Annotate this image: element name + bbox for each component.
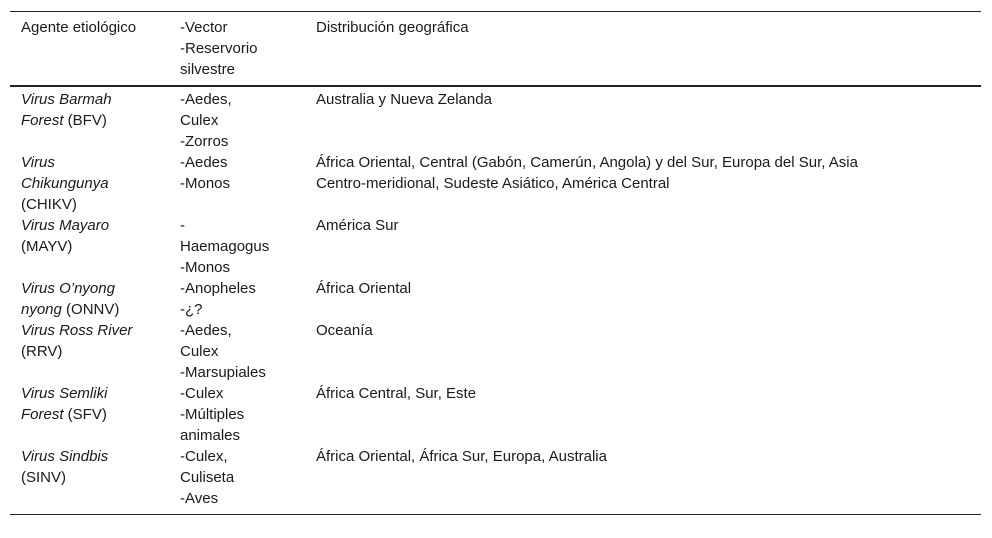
- cell-distribution: [316, 215, 981, 278]
- agent-line: [21, 194, 180, 215]
- table-row: [10, 320, 981, 383]
- table-row: [10, 152, 981, 215]
- agent-line: [21, 173, 180, 194]
- cell-distribution: [316, 446, 981, 514]
- table-row: [10, 446, 981, 514]
- agent-line: [21, 467, 180, 488]
- agent-name-italic: Virus Barmah: [21, 91, 112, 108]
- agent-line: [21, 152, 180, 173]
- header-vector-line: -Vector: [180, 19, 228, 36]
- agent-name-italic: Forest: [21, 112, 64, 129]
- cell-distribution: [316, 86, 981, 152]
- distribution-line: Australia y Nueva Zelanda: [316, 91, 492, 108]
- vector-line: Culiseta: [180, 469, 235, 486]
- agent-abbreviation: (SFV): [63, 406, 107, 423]
- vector-line: -Culex: [180, 385, 224, 402]
- cell-vector-reservoir: [180, 446, 316, 514]
- vector-line: Haemagogus: [180, 238, 270, 255]
- cell-agent: [10, 446, 180, 514]
- vector-line: Culex: [180, 112, 219, 129]
- agent-abbreviation: (ONNV): [61, 301, 120, 318]
- cell-agent: [10, 152, 180, 215]
- agent-line: [21, 383, 180, 404]
- cell-distribution: [316, 278, 981, 320]
- vector-line: -Múltiples: [180, 406, 245, 423]
- cell-vector-reservoir: [180, 215, 316, 278]
- vector-line: -Zorros: [180, 133, 229, 150]
- agent-abbreviation: (SINV): [21, 469, 66, 486]
- cell-vector-reservoir: [180, 383, 316, 446]
- agent-line: [21, 299, 180, 320]
- agent-line: [21, 110, 180, 131]
- distribution-line: África Oriental, África Sur, Europa, Australia: [316, 448, 607, 465]
- vector-line: -Monos: [180, 175, 231, 192]
- vector-line: -Aves: [180, 490, 219, 507]
- vector-line: animales: [180, 427, 241, 444]
- cell-distribution: [316, 152, 981, 215]
- cell-distribution: [316, 383, 981, 446]
- agent-line: [21, 278, 180, 299]
- agent-name-italic: Virus Mayaro: [21, 217, 110, 234]
- cell-vector-reservoir: [180, 278, 316, 320]
- vector-line: -¿?: [180, 301, 203, 318]
- agent-name-italic: Virus Sindbis: [21, 448, 109, 465]
- etiological-agents-table: [10, 12, 981, 514]
- agent-line: [21, 215, 180, 236]
- agent-abbreviation: (RRV): [21, 343, 63, 360]
- vector-line: Culex: [180, 343, 219, 360]
- header-vector-reservoir: [180, 12, 316, 86]
- distribution-line: Centro-meridional, Sudeste Asiático, América Central: [316, 175, 670, 192]
- agent-name-italic: Virus Semliki: [21, 385, 108, 402]
- distribution-line: Oceanía: [316, 322, 373, 339]
- cell-distribution: [316, 320, 981, 383]
- header-agent: Agente etiológico: [21, 19, 137, 36]
- cell-vector-reservoir: [180, 320, 316, 383]
- vector-line: -: [180, 217, 185, 234]
- table-row: [10, 278, 981, 320]
- agent-line: [21, 236, 180, 257]
- header-distribution: Distribución geográfica: [316, 19, 469, 36]
- agent-line: [21, 89, 180, 110]
- agent-abbreviation: (CHIKV): [21, 196, 77, 213]
- agent-line: [21, 404, 180, 425]
- cell-agent: [10, 278, 180, 320]
- agent-name-italic: nyong: [21, 301, 62, 318]
- agent-name-italic: Chikungunya: [21, 175, 109, 192]
- table-body: [10, 86, 981, 514]
- table-header: [10, 12, 981, 86]
- cell-vector-reservoir: [180, 86, 316, 152]
- vector-line: -Marsupiales: [180, 364, 266, 381]
- cell-vector-reservoir: [180, 152, 316, 215]
- table-row: [10, 86, 981, 152]
- vector-line: -Anopheles: [180, 280, 256, 297]
- agent-abbreviation: (MAYV): [21, 238, 73, 255]
- cell-agent: [10, 383, 180, 446]
- header-vector-line: silvestre: [180, 61, 236, 78]
- vector-line: -Aedes,: [180, 322, 232, 339]
- cell-agent: [10, 215, 180, 278]
- vector-line: -Monos: [180, 259, 231, 276]
- vector-line: -Culex,: [180, 448, 228, 465]
- agent-line: [21, 320, 180, 341]
- agent-name-italic: Virus: [21, 154, 55, 171]
- header-row: [10, 12, 981, 86]
- agent-name-italic: Virus Ross River: [21, 322, 133, 339]
- distribution-line: África Oriental, Central (Gabón, Camerún, Angola) y del Sur, Europa del Sur, Asia: [316, 154, 858, 171]
- distribution-line: América Sur: [316, 217, 399, 234]
- distribution-line: África Oriental: [316, 280, 412, 297]
- header-vector-line: -Reservorio: [180, 40, 258, 57]
- data-table-container: [10, 11, 981, 515]
- agent-line: [21, 446, 180, 467]
- agent-name-italic: Forest: [21, 406, 64, 423]
- vector-line: -Aedes,: [180, 91, 232, 108]
- agent-abbreviation: (BFV): [63, 112, 107, 129]
- agent-line: [21, 341, 180, 362]
- table-row: [10, 215, 981, 278]
- cell-agent: [10, 86, 180, 152]
- vector-line: -Aedes: [180, 154, 228, 171]
- agent-name-italic: Virus O’nyong: [21, 280, 115, 297]
- cell-agent: [10, 320, 180, 383]
- table-row: [10, 383, 981, 446]
- distribution-line: África Central, Sur, Este: [316, 385, 477, 402]
